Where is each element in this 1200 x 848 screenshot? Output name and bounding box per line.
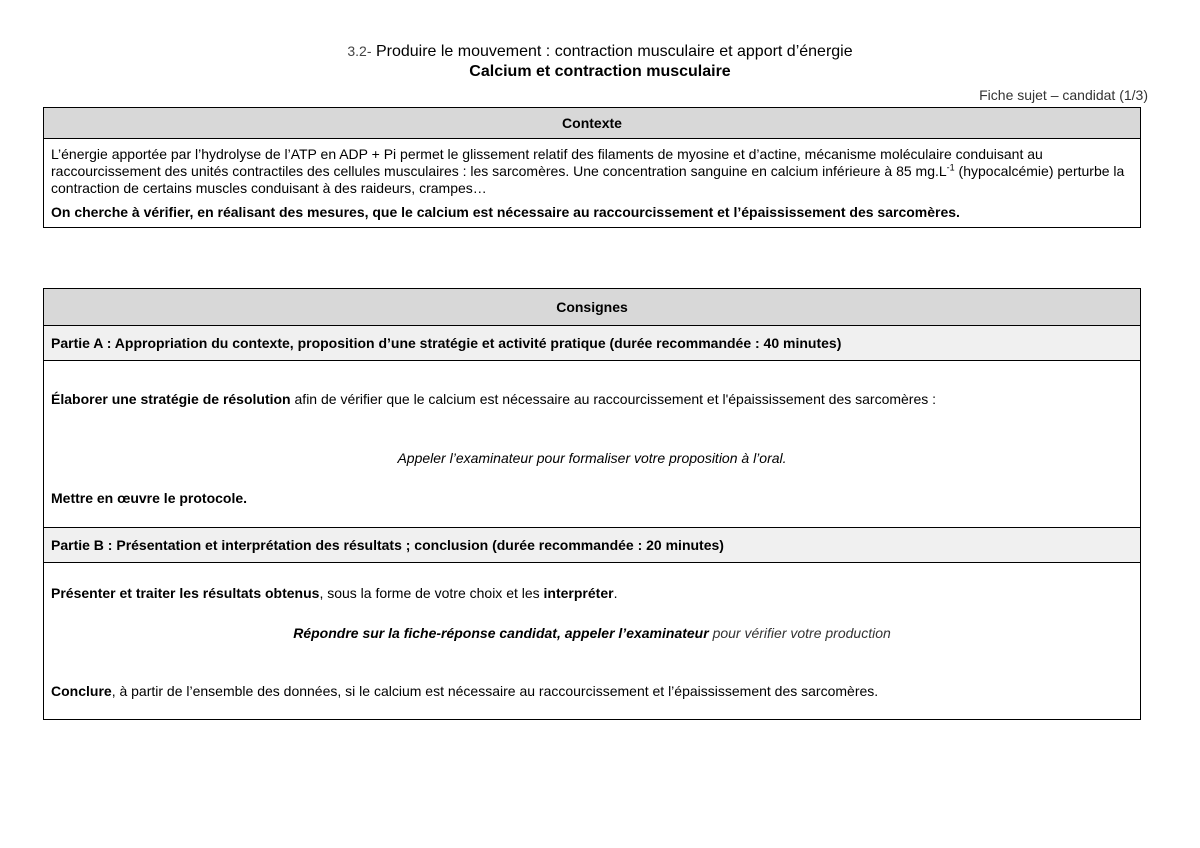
partB-body xyxy=(44,563,1141,720)
partA-strategy: Élaborer une stratégie de résolution afin de vérifier que le calcium est nécessaire au raccourcissement et l'épaississement des sarcomères : xyxy=(51,391,937,407)
contexte-paragraph: L’énergie apportée par l’hydrolyse de l’ATP en ADP + Pi permet le glissement relatif des filaments de myosine et d’actine, mécanisme moléculaire conduisant au raccourcissement des unités contractiles des cellules musculaires : les sarcomères. Une concentration sanguine en calcium inférieure à 85 $mg.L^{-1}$ (hypocalcémie) perturbe la contraction de certains muscles conduisant à des raideurs, crampes… xyxy=(51,146,1125,196)
partB-conclude: Conclure, à partir de l’ensemble des données, si le calcium est nécessaire au raccourcissement et l’épaississement des sarcomères. xyxy=(51,683,879,699)
partB-title: Partie B : Présentation et interprétation des résultats ; conclusion (durée recommandée : 20 minutes) xyxy=(44,528,1141,563)
page-subtitle: Calcium et contraction musculaire xyxy=(469,63,731,80)
partB-present: Présenter et traiter les résultats obtenus, sous la forme de votre choix et les interpréter. xyxy=(51,585,618,601)
partA-protocol: Mettre en œuvre le protocole. xyxy=(51,490,248,506)
partA-title: Partie A : Appropriation du contexte, proposition d’une stratégie et activité pratique (durée recommandée : 40 minutes) xyxy=(44,326,1141,361)
contexte-body xyxy=(44,139,1141,228)
contexte-question: On cherche à vérifier, en réalisant des mesures, que le calcium est nécessaire au raccourcissement et l’épaississement des sarcomères. xyxy=(51,204,960,220)
consignes-box xyxy=(43,288,1141,720)
contexte-heading: Contexte xyxy=(44,108,1141,139)
consignes-heading: Consignes xyxy=(44,289,1141,326)
section-title: Produire le mouvement : contraction musculaire et apport d’énergie xyxy=(375,43,853,60)
exponent: -1 xyxy=(946,162,955,173)
partB-answer: Répondre sur la fiche-réponse candidat, appeler l’examinateur pour vérifier votre production xyxy=(293,625,891,641)
fiche-label: Fiche sujet – candidat (1/3) xyxy=(979,87,1148,103)
partA-call: Appeler l’examinateur pour formaliser votre proposition à l’oral. xyxy=(397,450,787,466)
partA-body xyxy=(44,361,1141,528)
page-title xyxy=(0,41,1200,62)
section-number: 3.2- xyxy=(347,43,372,59)
contexte-box xyxy=(43,107,1141,228)
page-header xyxy=(0,0,1200,82)
